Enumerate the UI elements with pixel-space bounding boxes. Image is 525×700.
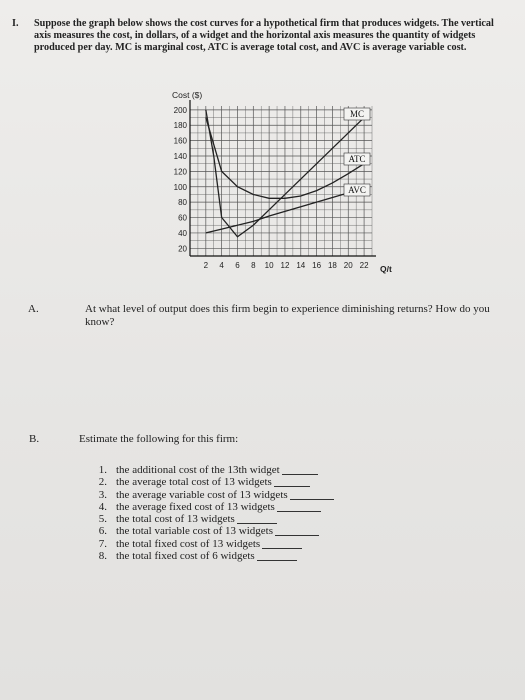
chart-svg (150, 86, 410, 286)
part-b-items (85, 464, 334, 562)
y-tick-label: 40 (178, 228, 187, 238)
answer-blank[interactable] (275, 525, 319, 536)
answer-blank[interactable] (257, 550, 297, 561)
y-tick-label: 160 (173, 136, 187, 146)
list-item (85, 476, 334, 488)
y-tick-label: 20 (178, 244, 187, 254)
item-text: the total fixed cost of 13 widgets (116, 537, 261, 550)
list-item (85, 525, 334, 537)
y-tick-label: 180 (173, 121, 187, 131)
item-text: the average total cost of 13 widgets (116, 476, 272, 489)
x-tick-label: 2 (203, 261, 209, 270)
item-text: the average variable cost of 13 widgets (116, 488, 288, 501)
part-b-text: Estimate the following for this firm: (79, 433, 239, 445)
item-number: 8. (98, 550, 107, 563)
answer-blank[interactable] (237, 513, 277, 524)
y-tick-label: 200 (173, 105, 187, 115)
item-text: the additional cost of the 13th widget (116, 464, 280, 476)
list-item (85, 464, 334, 476)
y-tick-label: 120 (173, 167, 187, 177)
x-tick-label: 12 (280, 261, 290, 270)
list-item (85, 513, 334, 525)
question-intro (12, 18, 504, 54)
item-number: 6. (98, 525, 107, 538)
y-tick-label: 100 (173, 182, 187, 192)
question-text: Suppose the graph below shows the cost curves for a hypothetical firm that produces widgets. The vertical axis measures the cost, in dollars, of a widget and the horizontal axis measures the quantity of widgets produced per day. MC is marginal cost, ATC is average total cost, and AVC is average variable cost. (34, 18, 494, 53)
series-label-avc: AVC (348, 185, 366, 195)
x-tick-label: 18 (327, 261, 337, 270)
answer-blank[interactable] (274, 476, 310, 487)
answer-blank[interactable] (282, 464, 318, 475)
part-a-letter: A. (28, 303, 39, 315)
y-axis-label: Cost ($) (172, 90, 203, 100)
x-tick-label: 8 (251, 261, 256, 270)
item-text: the total fixed cost of 6 widgets (116, 550, 255, 563)
x-tick-label: 20 (343, 261, 353, 270)
item-text: the total cost of 13 widgets (116, 513, 235, 526)
cost-curves-chart (150, 86, 410, 286)
part-b (29, 433, 239, 445)
item-number: 2. (98, 476, 107, 489)
x-tick-label: 14 (296, 261, 306, 270)
list-item (85, 489, 334, 501)
answer-blank[interactable] (277, 501, 321, 512)
x-tick-label: 6 (235, 261, 240, 270)
item-number: 5. (98, 513, 107, 526)
item-number: 7. (98, 537, 107, 550)
answer-blank[interactable] (262, 538, 302, 549)
part-a (28, 303, 495, 329)
item-text: the average fixed cost of 13 widgets (116, 500, 275, 513)
item-number: 4. (98, 500, 107, 513)
list-item (85, 538, 334, 550)
x-tick-label: 16 (312, 261, 322, 270)
x-tick-label: 10 (264, 261, 274, 270)
item-number: 1. (98, 464, 107, 476)
item-number: 3. (98, 488, 107, 501)
answer-blank[interactable] (290, 489, 334, 500)
x-tick-label: 4 (219, 261, 224, 270)
series-label-atc: ATC (348, 154, 366, 164)
list-item (85, 550, 334, 562)
x-axis-label: Q/t (380, 264, 392, 274)
item-text: the total variable cost of 13 widgets (116, 525, 274, 538)
list-item (85, 501, 334, 513)
y-tick-label: 140 (173, 152, 187, 161)
part-b-letter: B. (29, 433, 40, 445)
y-tick-label: 80 (178, 198, 187, 208)
x-tick-label: 22 (359, 261, 369, 270)
y-tick-label: 60 (178, 213, 187, 223)
series-label-mc: MC (349, 109, 365, 119)
part-a-text: At what level of output does this firm begin to experience diminishing returns? How do you know? (85, 303, 490, 328)
question-number: I. (12, 18, 19, 29)
